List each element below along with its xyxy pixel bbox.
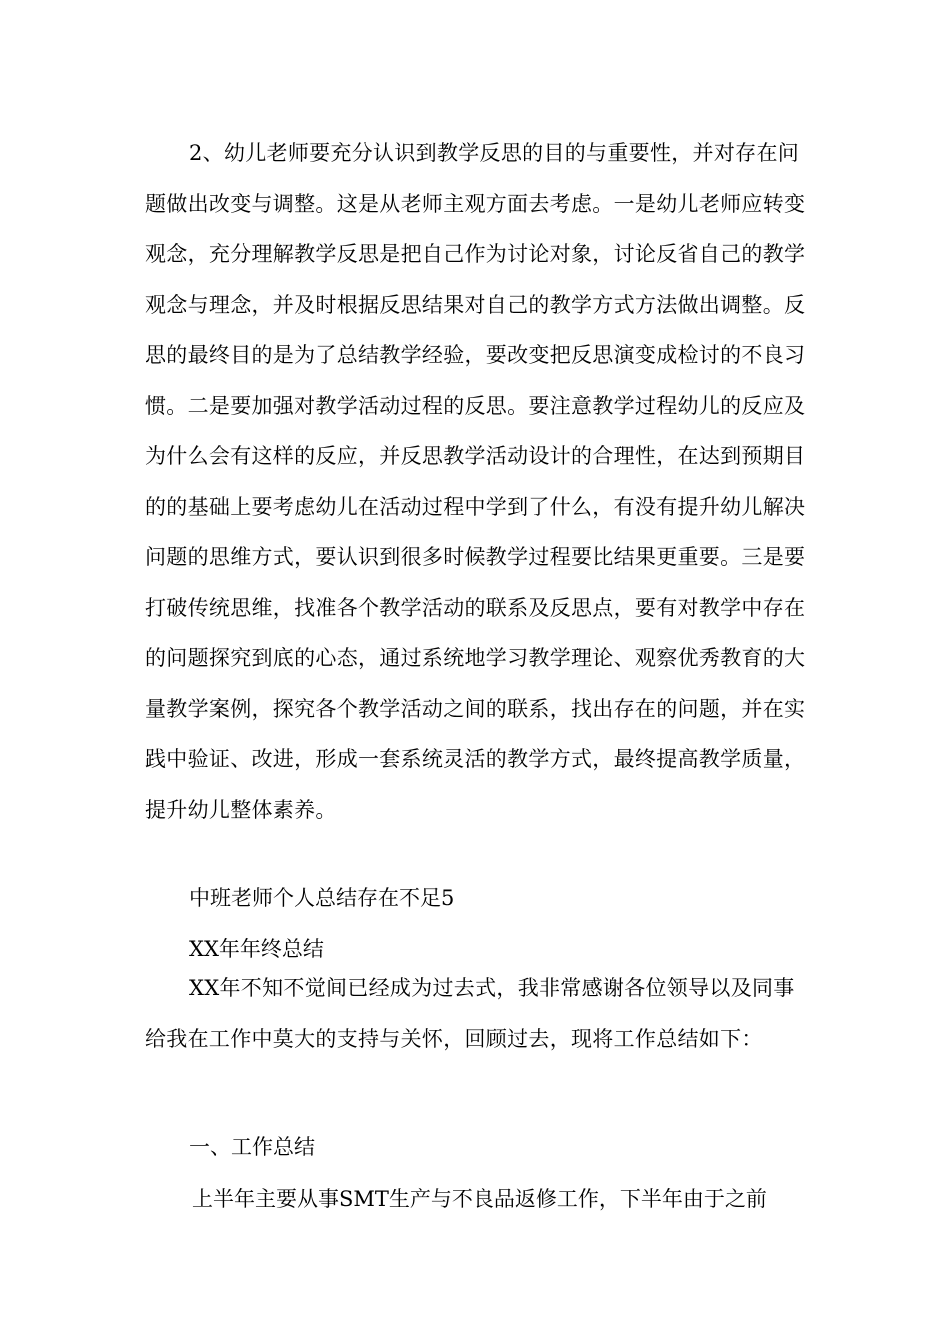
- body-paragraph-2: XX年不知不觉间已经成为过去式，我非常感谢各位领导以及同事给我在工作中莫大的支持与关怀，回顾过去，现将工作总结如下：: [145, 976, 795, 1051]
- subheading-summary-5: 中班老师个人总结存在不足5: [189, 886, 455, 910]
- body-paragraph-3: 上半年主要从事SMT生产与不良品返修工作，下半年由于之前: [192, 1187, 767, 1211]
- body-paragraph-1: 2、幼儿老师要充分认识到教学反思的目的与重要性，并对存在问题做出改变与调整。这是从老师主观方面去考虑。一是幼儿老师应转变观念，充分理解教学反思是把自己作为讨论对象，讨论反省自己的教学观念与理念，并及时根据反思结果对自己的教学方式方法做出调整。反思的最终目的是为了总结教学经验，要改变把反思演变成检讨的不良习惯。二是要加强对教学活动过程的反思。要注意教学过程幼儿的反应及为什么会有这样的反应，并反思教学活动设计的合理性，在达到预期目的的基础上要考虑幼儿在活动过程中学到了什么，有没有提升幼儿解决问题的思维方式，要认识到很多时候教学过程要比结果更重要。三是要打破传统思维，找准各个教学活动的联系及反思点，要有对教学中存在的问题探究到底的心态，通过系统地学习教学理论、观察优秀教育的大量教学案例，探究各个教学活动之间的联系，找出存在的问题，并在实践中验证、改进，形成一套系统灵活的教学方式，最终提高教学质量，提升幼儿整体素养。: [145, 141, 806, 822]
- section-title-work-summary: 一、工作总结: [189, 1135, 315, 1159]
- body-paragraph-2-container: [145, 963, 810, 1064]
- body-paragraph-1-container: [145, 128, 810, 835]
- subheading-year-end-summary: XX年年终总结: [189, 937, 324, 961]
